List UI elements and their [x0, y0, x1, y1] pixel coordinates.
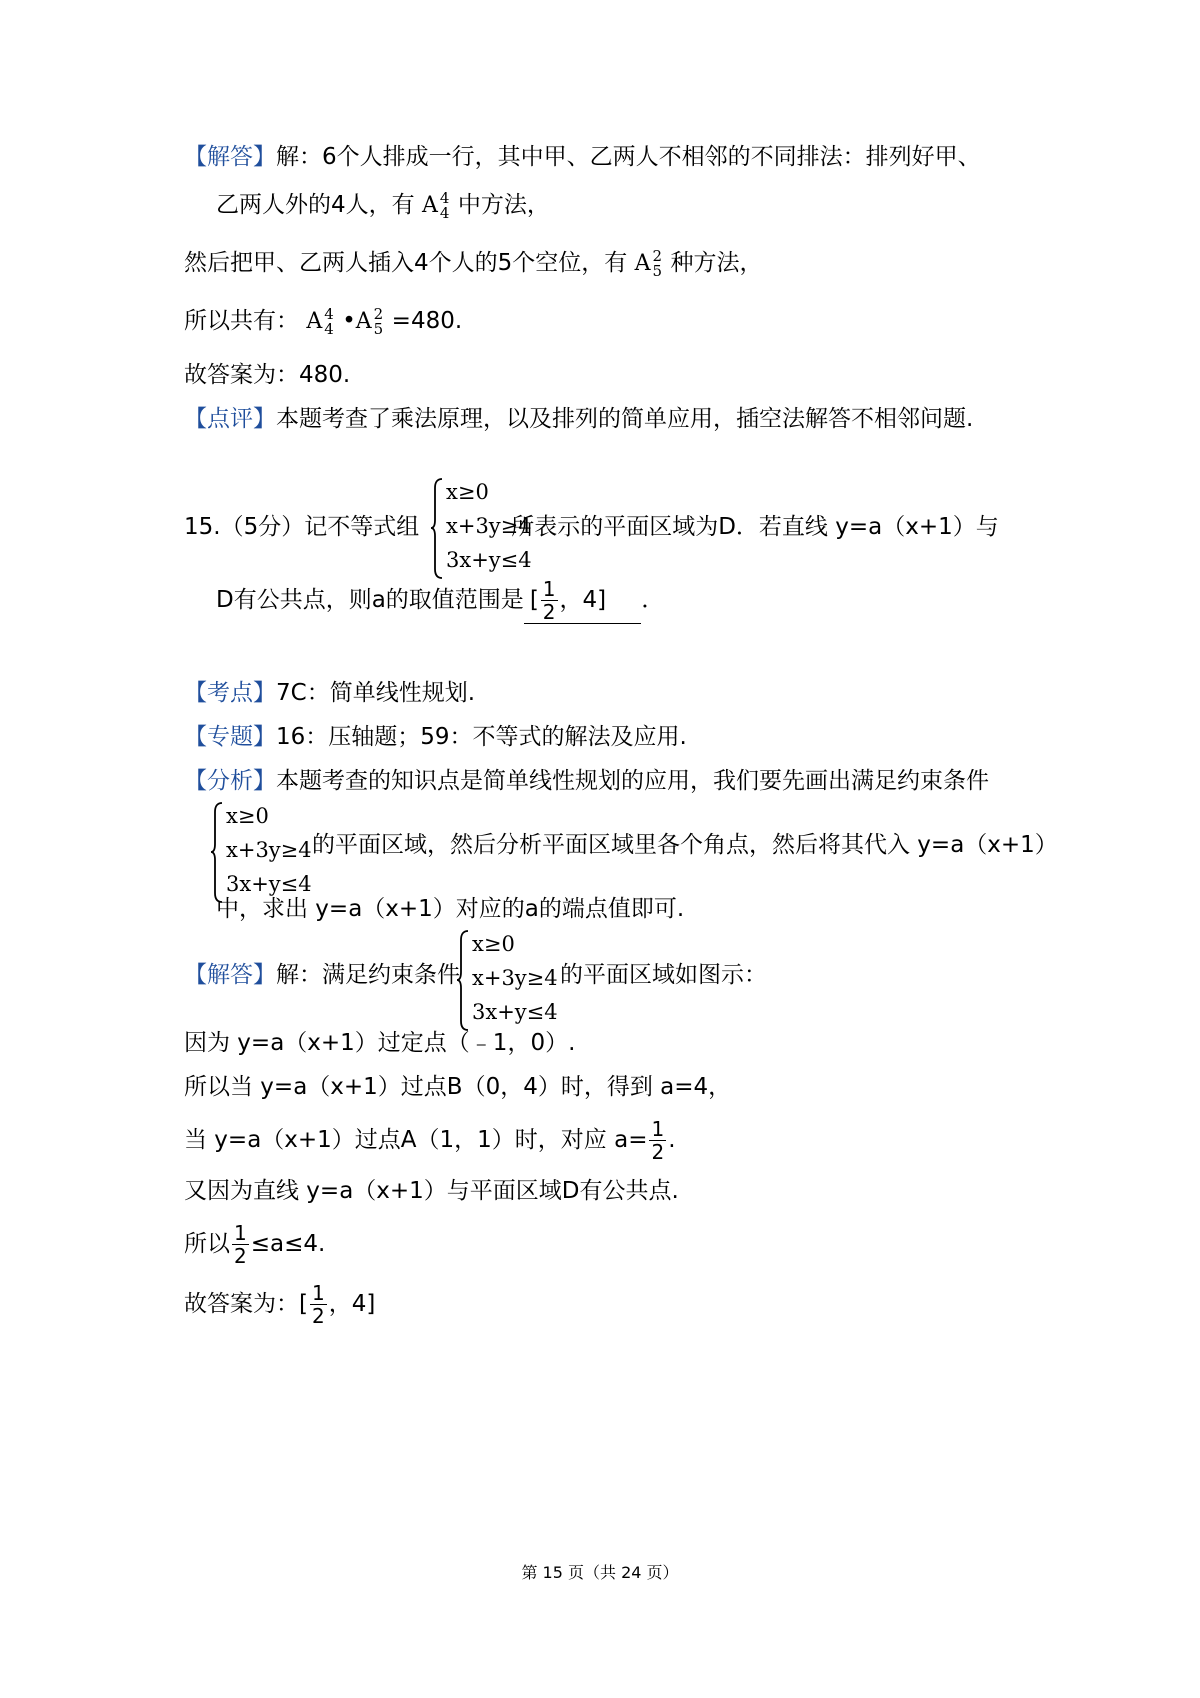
zhuanti: 【专题】16：压轴题；59：不等式的解法及应用. — [184, 724, 687, 750]
page-footer: 第 15 页（共 24 页） — [521, 1563, 679, 1582]
ineq-3: 3x+y≤4 — [446, 548, 532, 572]
ineq-1: x≥0 — [446, 480, 489, 504]
perm-a52: 2 5 — [652, 246, 663, 280]
perm-a44: 4 4 — [439, 188, 450, 222]
brace-icon — [456, 928, 470, 1033]
answer-blank: [ $\frac{1}{2}$ ，4] — [524, 578, 642, 624]
answer-tag: 【解答】 — [184, 144, 276, 170]
comment-tag: 【点评】 — [184, 406, 276, 432]
jieda-line6: 所以 $\frac{1}{2}$ ≤a≤4. — [184, 1221, 326, 1268]
perm-a52b: 2 5 — [373, 304, 384, 338]
fenxi-line3: 中，求出 y=a（x+1）对应的a的端点值即可. — [216, 896, 685, 922]
fenxi-line1: 【分析】本题考查的知识点是简单线性规划的应用，我们要先画出满足约束条件 — [184, 768, 989, 794]
jieda-line7: 故答案为：[ $\frac{1}{2}$ ，4] — [184, 1281, 376, 1328]
kaodian: 【考点】7C：简单线性规划. — [184, 680, 476, 706]
brace-icon — [210, 800, 224, 905]
jieda-line3: 所以当 y=a（x+1）过点B（0，4）时，得到 a=4， — [184, 1074, 732, 1100]
jieda-line1: 【解答】解：满足约束条件 的平面区域如图示： — [184, 962, 767, 988]
jieda-line5: 又因为直线 y=a（x+1）与平面区域D有公共点. — [184, 1178, 679, 1204]
q15-line1: 15.（5分）记不等式组 所表示的平面区域为D．若直线 y=a（x+1）与 — [184, 514, 999, 540]
answer14-line2: 乙两人外的4人，有 A 4 4 中方法， — [216, 188, 550, 222]
brace-icon — [430, 476, 444, 581]
jieda-line4: 当 y=a（x+1）过点A（1，1）时，对应 a= $\frac{1}{2}$ . — [184, 1117, 676, 1164]
q15-inequality-system — [430, 476, 530, 581]
fenxi-line2: 的平面区域，然后分析平面区域里各个角点，然后将其代入 y=a（x+1） — [312, 832, 1058, 858]
answer14-line3: 然后把甲、乙两人插入4个人的5个空位，有 A 2 5 种方法， — [184, 246, 763, 280]
jieda-line2: 因为 y=a（x+1）过定点（﹣1，0）. — [184, 1030, 576, 1056]
fenxi-inequality-system: x≥0 x+3y≥4 3x+y≤4 — [210, 800, 310, 905]
answer14-line4: 所以共有： A 4 4 •A 2 5 =480. — [184, 304, 463, 338]
answer14-line1: 【解答】解：6个人排成一行，其中甲、乙两人不相邻的不同排法：排列好甲、 — [184, 144, 981, 170]
comment14: 【点评】本题考查了乘法原理，以及排列的简单应用，插空法解答不相邻问题. — [184, 406, 974, 432]
jieda-inequality-system: x≥0 x+3y≥4 3x+y≤4 — [456, 928, 556, 1033]
perm-a44b: 4 4 — [324, 304, 334, 338]
ineq-2: x+3y≥4 — [446, 514, 532, 538]
answer14-line5: 故答案为：480. — [184, 362, 351, 388]
q15-line2: D有公共点，则a的取值范围是 [ $\frac{1}{2}$ ，4] ． — [216, 577, 665, 624]
